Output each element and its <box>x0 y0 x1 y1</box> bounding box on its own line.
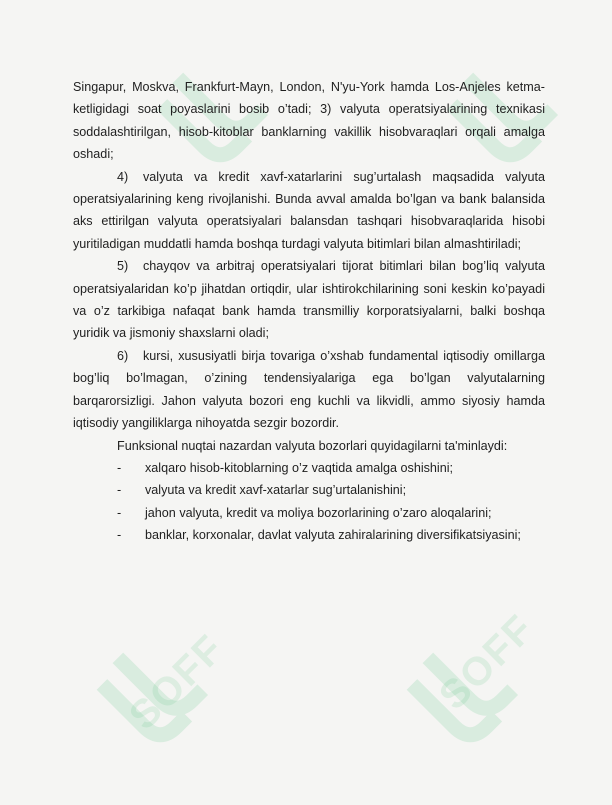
item-number: 6) <box>117 348 129 363</box>
list-item-text: jahon valyuta, kredit va moliya bozorlarining o’zaro aloqalarini; <box>145 505 492 520</box>
watermark-text: SOFF <box>430 606 544 719</box>
item-text: kursi, xususiyatli birja tovariga o’xshab fundamental iqtisodiy omillarga bog’liq bo’lmagan, o’zining tendensiyalariga ega bo’lgan valyutalarning barqarorsizligi. Jahon valyuta bozori eng kuchli va likvidli, ammo siyosiy hamda iqtisodiy yangiliklarga nihoyatda sezgir bozordir. <box>73 348 545 431</box>
item-number: 5) <box>117 259 129 274</box>
list-item <box>73 479 545 501</box>
list-item <box>73 457 545 479</box>
bullet-dash: - <box>117 505 122 520</box>
list-item-text: xalqaro hisob-kitoblarning o’z vaqtida amalga oshishini; <box>145 460 454 475</box>
paragraph-item-6 <box>73 345 545 435</box>
paragraph-continuation: Singapur, Moskva, Frankfurt-Mayn, London, N'yu-York hamda Los-Anjeles ketma-ketligidagi soat poyaslarini bosib o’tadi; 3) valyuta operatsiyalarining texnikasi soddalashtirilgan, hisob-kitoblar banklarning vakillik hisobvaraqlari orqali amalga oshadi; <box>73 80 545 162</box>
paragraph-functions-intro: Funksional nuqtai nazardan valyuta bozorlari quyidagilarni ta'minlaydi: <box>117 438 508 453</box>
bullet-dash: - <box>117 483 122 498</box>
item-number: 4) <box>117 169 129 184</box>
watermark-text: SOFF <box>120 626 234 739</box>
item-text: chayqov va arbitraj operatsiyalari tijorat bitimlari bilan bog’liq valyuta operatsiyalaridan ko’p jihatdan ortiqdir, ular ishtirokchilarining soni keskin ko’payadi va o’z tarkibiga nafaqat bank hamda transmilliy korporatsiyalarni, balki boshqa yuridik va jismoniy shaxslarni oladi; <box>73 259 545 341</box>
paragraph-item-4 <box>73 166 545 256</box>
item-text: valyuta va kredit xavf-xatarlarini sug’urtalash maqsadida valyuta operatsiyalarining keng rivojlanishi. Bunda avval amalda bo’lgan va bank balansida aks ettirilgan valyuta operatsiyalari balansdan tashqari hisobvaraqlarida hisobi yuritiladigan muddatli hamda boshqa turdagi valyuta bitimlari bilan almashtiriladi; <box>73 169 545 251</box>
document-body <box>73 76 545 547</box>
bullet-dash: - <box>117 460 122 475</box>
list-item <box>73 524 545 546</box>
list-item-text: banklar, korxonalar, davlat valyuta zahiralarining diversifikatsiyasini; <box>145 528 521 543</box>
list-item-text: valyuta va kredit xavf-xatarlar sug’urtalanishini; <box>145 483 407 498</box>
list-item <box>73 502 545 524</box>
paragraph-item-5 <box>73 255 545 345</box>
bullet-dash: - <box>117 528 122 543</box>
